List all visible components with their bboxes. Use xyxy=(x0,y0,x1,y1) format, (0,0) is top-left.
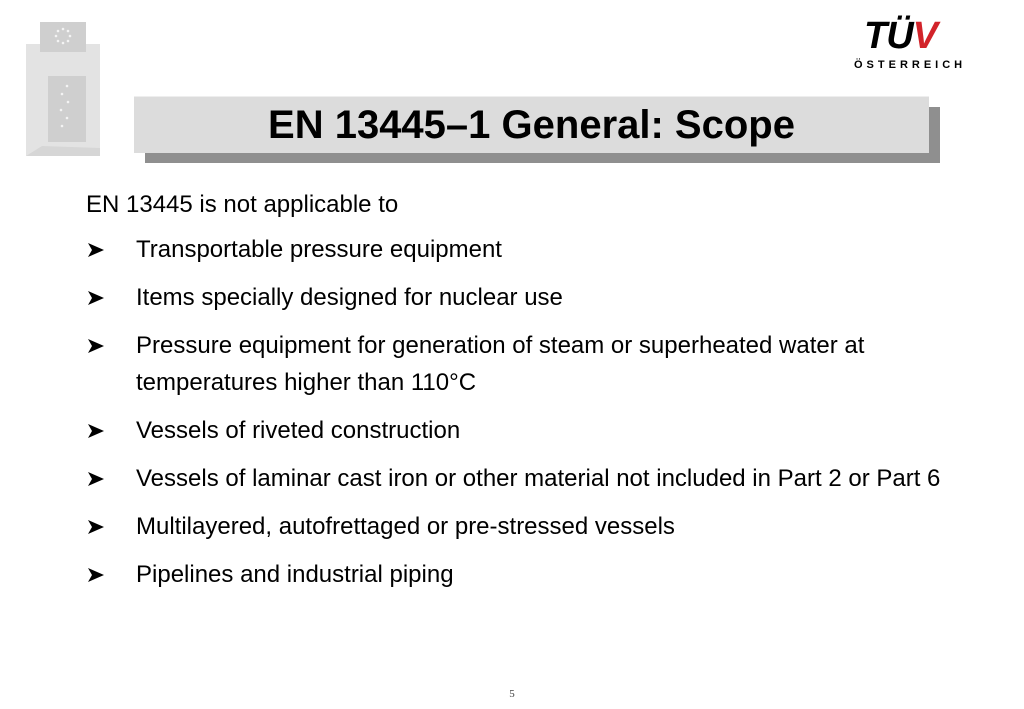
list-item xyxy=(86,460,946,497)
slide-content xyxy=(86,190,946,604)
slide-title: EN 13445–1 General: Scope xyxy=(268,102,795,147)
arrow-bullet-icon xyxy=(86,517,106,537)
bullet-text: Vessels of riveted construction xyxy=(136,417,461,444)
arrow-bullet-icon xyxy=(86,288,106,308)
list-item xyxy=(86,412,946,449)
arrow-bullet-icon xyxy=(86,240,106,260)
list-item xyxy=(86,508,946,545)
bullet-text: Pressure equipment for generation of steam or superheated water at temperatures higher than 110°C xyxy=(136,332,865,396)
arrow-bullet-icon xyxy=(86,565,106,585)
bullet-text: Multilayered, autofrettaged or pre-stressed vessels xyxy=(136,513,675,540)
tuv-wordmark-v: V xyxy=(912,15,938,57)
list-item xyxy=(86,279,946,316)
bullet-text: Pipelines and industrial piping xyxy=(136,561,454,588)
tuv-wordmark xyxy=(864,14,937,58)
list-item xyxy=(86,231,946,268)
tuv-subtitle: ÖSTERREICH xyxy=(854,59,967,71)
bullet-text: Transportable pressure equipment xyxy=(136,236,502,263)
bullet-list xyxy=(86,231,946,593)
intro-text: EN 13445 is not applicable to xyxy=(86,191,399,218)
arrow-bullet-icon xyxy=(86,469,106,489)
tuv-wordmark-text: TÜV xyxy=(864,15,938,57)
page-number: 5 xyxy=(509,688,515,700)
bullet-text: Items specially designed for nuclear use xyxy=(136,284,563,311)
bullet-text: Vessels of laminar cast iron or other material not included in Part 2 or Part 6 xyxy=(136,465,941,492)
list-item xyxy=(86,556,946,593)
arrow-bullet-icon xyxy=(86,336,106,356)
title-box xyxy=(134,96,929,153)
list-item xyxy=(86,327,946,401)
arrow-bullet-icon xyxy=(86,421,106,441)
eu-emblem-icon xyxy=(26,22,102,158)
tuv-logo xyxy=(852,14,967,78)
